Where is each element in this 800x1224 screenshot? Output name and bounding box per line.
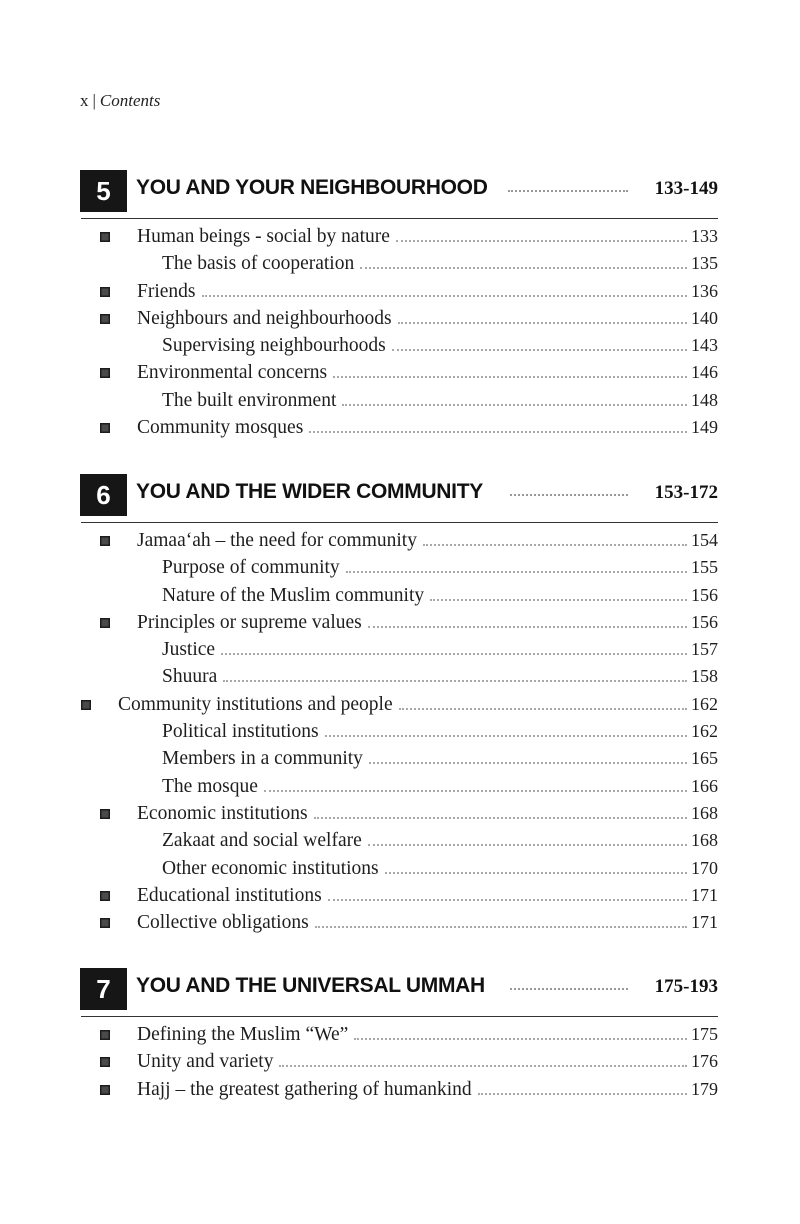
- toc-entry[interactable]: [80, 1076, 718, 1103]
- chapter-page-range: 133-149: [649, 178, 718, 200]
- square-bullet-icon: [100, 1030, 110, 1040]
- toc-entry[interactable]: [80, 1048, 718, 1075]
- chapter-dot-leader: [510, 492, 628, 496]
- toc-subentry[interactable]: [80, 663, 718, 690]
- square-bullet-icon: [81, 700, 91, 710]
- square-bullet-icon: [100, 918, 110, 928]
- chapter-rule: [81, 522, 718, 523]
- chapter-number-badge: 5: [80, 170, 127, 212]
- toc-entry[interactable]: [80, 223, 718, 250]
- entry-label: Human beings - social by nature: [137, 226, 390, 247]
- entry-page: 162: [691, 693, 718, 714]
- toc-entry[interactable]: [80, 609, 718, 636]
- entry-list: [80, 223, 718, 441]
- toc-subentry[interactable]: [80, 745, 718, 772]
- entry-page: 168: [691, 830, 718, 851]
- entry-page: 146: [691, 362, 718, 383]
- chapter-heading: [80, 170, 718, 212]
- square-bullet-icon: [100, 232, 110, 242]
- entry-page: 166: [691, 775, 718, 796]
- entry-page: 136: [691, 280, 718, 301]
- dot-leader: [314, 817, 687, 819]
- running-head-title: Contents: [99, 91, 161, 110]
- toc-subentry[interactable]: [80, 718, 718, 745]
- toc-subentry[interactable]: [80, 387, 718, 414]
- toc-subentry[interactable]: [80, 773, 718, 800]
- toc-subentry[interactable]: [80, 855, 718, 882]
- entry-page: 154: [691, 530, 718, 550]
- toc-subentry[interactable]: [80, 636, 718, 663]
- toc-entry[interactable]: [80, 691, 718, 718]
- square-bullet-icon: [100, 368, 110, 378]
- square-bullet-icon: [100, 287, 110, 297]
- entry-label: Members in a community: [162, 748, 363, 770]
- entry-page: 158: [691, 666, 718, 687]
- toc-subentry[interactable]: [80, 250, 718, 277]
- chapter-section: [80, 170, 718, 441]
- chapter-section: [80, 474, 718, 936]
- dot-leader: [369, 762, 687, 764]
- entry-page: 171: [691, 912, 718, 933]
- entry-page: 156: [691, 584, 718, 605]
- dot-leader: [202, 295, 688, 297]
- toc-entry[interactable]: [80, 800, 718, 827]
- dot-leader: [398, 322, 687, 324]
- square-bullet-icon: [100, 1085, 110, 1095]
- chapter-rule: [81, 1016, 718, 1017]
- chapter-dot-leader: [510, 986, 628, 990]
- entry-page: 155: [691, 557, 718, 578]
- entry-page: 171: [691, 884, 718, 905]
- entry-page: 143: [691, 335, 718, 356]
- toc-entry[interactable]: [80, 882, 718, 909]
- entry-label: Purpose of community: [162, 557, 340, 579]
- chapter-page-range: 153-172: [649, 482, 718, 504]
- toc-entry[interactable]: [80, 414, 718, 441]
- chapter-heading: [80, 474, 718, 516]
- entry-page: 162: [691, 721, 718, 742]
- entry-label: Neighbours and neighbourhoods: [137, 307, 392, 329]
- dot-leader: [309, 431, 687, 433]
- entry-page: 135: [691, 253, 718, 274]
- dot-leader: [430, 599, 687, 601]
- toc-entry[interactable]: [80, 305, 718, 332]
- toc-subentry[interactable]: [80, 827, 718, 854]
- entry-label: Collective obligations: [137, 912, 309, 934]
- entry-page: 149: [691, 417, 718, 438]
- dot-leader: [346, 571, 687, 573]
- dot-leader: [368, 626, 687, 628]
- toc-subentry[interactable]: [80, 554, 718, 581]
- entry-page: 156: [691, 611, 718, 632]
- dot-leader: [279, 1065, 687, 1067]
- dot-leader: [478, 1093, 687, 1095]
- entry-label: Supervising neighbourhoods: [162, 335, 386, 357]
- entry-label: Unity and variety: [137, 1051, 274, 1073]
- chapter-title: YOU AND THE UNIVERSAL UMMAH: [136, 974, 485, 997]
- chapter-number-badge: 7: [80, 968, 127, 1010]
- entry-label: Community institutions and people: [118, 693, 393, 715]
- chapter-rule: [81, 218, 718, 219]
- entry-page: 175: [691, 1024, 718, 1044]
- chapter-section: [80, 968, 718, 1103]
- entry-label: Environmental concerns: [137, 362, 328, 384]
- entry-label: Friends: [137, 280, 196, 302]
- dot-leader: [354, 1038, 687, 1040]
- dot-leader: [385, 872, 687, 874]
- entry-label: Other economic institutions: [162, 857, 379, 879]
- square-bullet-icon: [100, 423, 110, 433]
- entry-label: The mosque: [162, 775, 258, 797]
- entry-label: Jamaa‘ah – the need for community: [137, 530, 417, 551]
- square-bullet-icon: [100, 891, 110, 901]
- page-number: x: [80, 91, 89, 110]
- entry-page: 140: [691, 307, 718, 328]
- dot-leader: [399, 708, 687, 710]
- running-head-separator: |: [92, 91, 96, 110]
- entry-label: Community mosques: [137, 417, 304, 439]
- entry-label: Political institutions: [162, 721, 319, 743]
- dot-leader: [360, 267, 687, 269]
- dot-leader: [264, 790, 687, 792]
- entry-label: Defining the Muslim “We”: [137, 1024, 349, 1045]
- toc-entry[interactable]: [80, 527, 718, 554]
- running-head: [80, 90, 160, 112]
- dot-leader: [223, 680, 687, 682]
- dot-leader: [396, 240, 687, 242]
- entry-label: Educational institutions: [137, 884, 322, 906]
- entry-label: Principles or supreme values: [137, 611, 362, 633]
- chapter-heading: [80, 968, 718, 1010]
- entry-page: 168: [691, 802, 718, 823]
- entry-page: 176: [691, 1051, 718, 1072]
- entry-page: 133: [691, 226, 718, 246]
- dot-leader: [423, 544, 687, 546]
- entry-page: 148: [691, 389, 718, 410]
- toc-subentry[interactable]: [80, 582, 718, 609]
- entry-page: 165: [691, 748, 718, 769]
- square-bullet-icon: [100, 1057, 110, 1067]
- toc-entry[interactable]: [80, 359, 718, 386]
- entry-label: The built environment: [162, 389, 337, 411]
- chapter-title: YOU AND YOUR NEIGHBOURHOOD: [136, 176, 488, 199]
- entry-label: Shuura: [162, 666, 218, 688]
- entry-label: Economic institutions: [137, 802, 308, 824]
- entry-page: 179: [691, 1078, 718, 1099]
- entry-page: 157: [691, 639, 718, 660]
- dot-leader: [333, 376, 687, 378]
- square-bullet-icon: [100, 314, 110, 324]
- entry-list: [80, 1021, 718, 1103]
- chapter-title: YOU AND THE WIDER COMMUNITY: [136, 480, 483, 503]
- square-bullet-icon: [100, 809, 110, 819]
- square-bullet-icon: [100, 536, 110, 546]
- entry-page: 170: [691, 857, 718, 878]
- dot-leader: [315, 926, 687, 928]
- chapter-dot-leader: [508, 188, 628, 192]
- dot-leader: [368, 844, 687, 846]
- chapter-number-badge: 6: [80, 474, 127, 516]
- entry-label: Hajj – the greatest gathering of humankind: [137, 1078, 472, 1100]
- entry-label: Justice: [162, 639, 216, 661]
- dot-leader: [325, 735, 687, 737]
- entry-label: Zakaat and social welfare: [162, 830, 362, 852]
- dot-leader: [342, 404, 687, 406]
- entry-label: The basis of cooperation: [162, 253, 355, 275]
- square-bullet-icon: [100, 618, 110, 628]
- toc-entry[interactable]: [80, 278, 718, 305]
- toc-entry[interactable]: [80, 909, 718, 936]
- entry-list: [80, 527, 718, 936]
- toc-entry[interactable]: [80, 1021, 718, 1048]
- chapter-page-range: 175-193: [649, 976, 718, 998]
- dot-leader: [392, 349, 687, 351]
- entry-label: Nature of the Muslim community: [162, 584, 425, 606]
- toc-subentry[interactable]: [80, 332, 718, 359]
- dot-leader: [328, 899, 687, 901]
- dot-leader: [221, 653, 687, 655]
